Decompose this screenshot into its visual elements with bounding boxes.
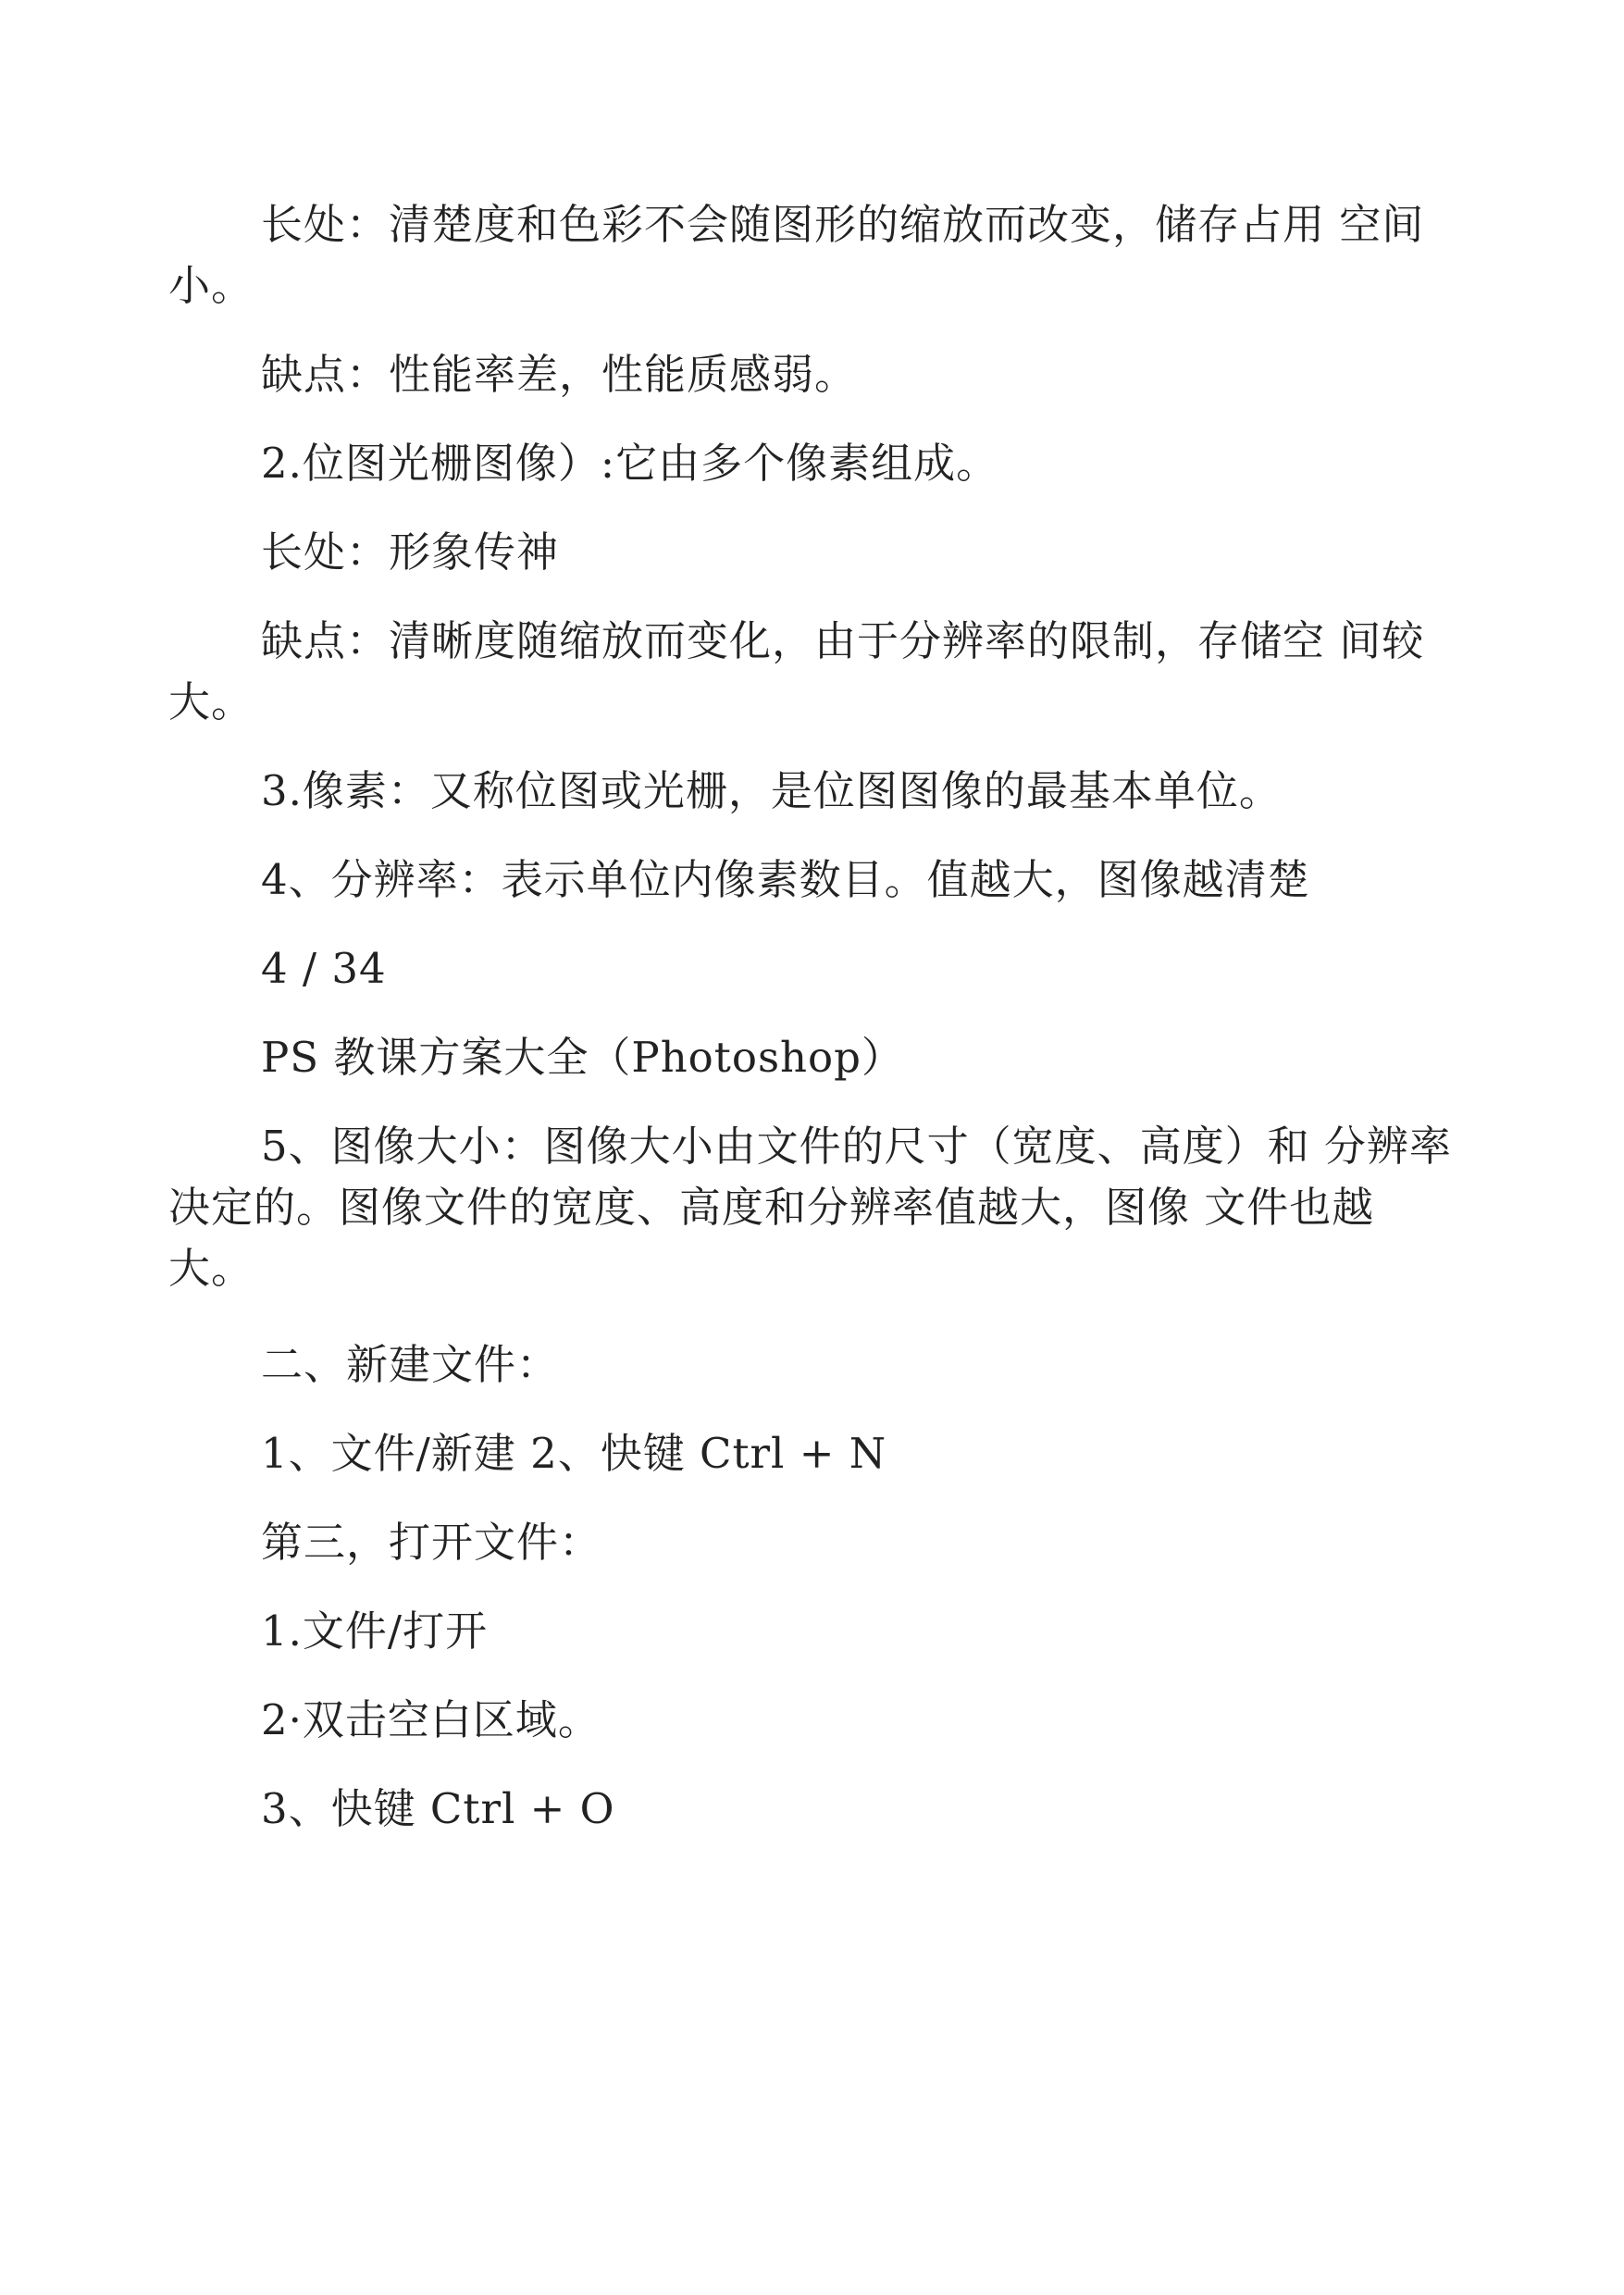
paragraph-vector-disadvantages: 缺点：性能率差，性能质感弱。 [261, 350, 858, 399]
page-number: 4 / 34 [261, 944, 387, 993]
paragraph-bitmap-advantages: 长处：形象传神 [261, 527, 560, 577]
paragraph-open-file-step-2: 2·双击空白区域。 [261, 1695, 601, 1744]
document-body [168, 194, 1459, 1840]
paragraph-open-file-step-1: 1.文件/打开 [261, 1606, 489, 1656]
paragraph-bitmap-disadvantages: 缺点：清晰度随缩放而变化，由于分辨率的限制，存储空 间较大。 [168, 616, 1425, 726]
paragraph-pixel-definition: 3.像素：又称位图或光栅，是位图图像的最基本单位。 [261, 766, 1282, 815]
paragraph-vector-advantages: 长处：清楚度和色彩不会随图形的缩放而改变，储存占用 空间小。 [168, 200, 1425, 310]
paragraph-new-file-steps: 1、文件/新建 2、快键 Ctrl + N [261, 1429, 887, 1478]
paragraph-image-size: 5、图像大小：图像大小由文件的尺寸（宽度、高度）和 分辨率决定的。图像文件的宽度、高度和分辨率值越大，图像 文件也越大。 [168, 1122, 1452, 1293]
document-running-title: PS 教课方案大全（Photoshop） [261, 1033, 904, 1082]
section-new-file-heading: 二、新建文件： [261, 1340, 560, 1389]
paragraph-resolution-definition: 4、分辨率：表示单位内像素数目。值越大，图像越清楚 [261, 855, 1310, 904]
paragraph-open-file-step-3: 3、快键 Ctrl + O [261, 1784, 615, 1833]
paragraph-bitmap-definition: 2.位图光栅图像）:它由多个像素组成。 [261, 439, 999, 488]
section-open-file-heading: 第三，打开文件： [261, 1518, 602, 1567]
